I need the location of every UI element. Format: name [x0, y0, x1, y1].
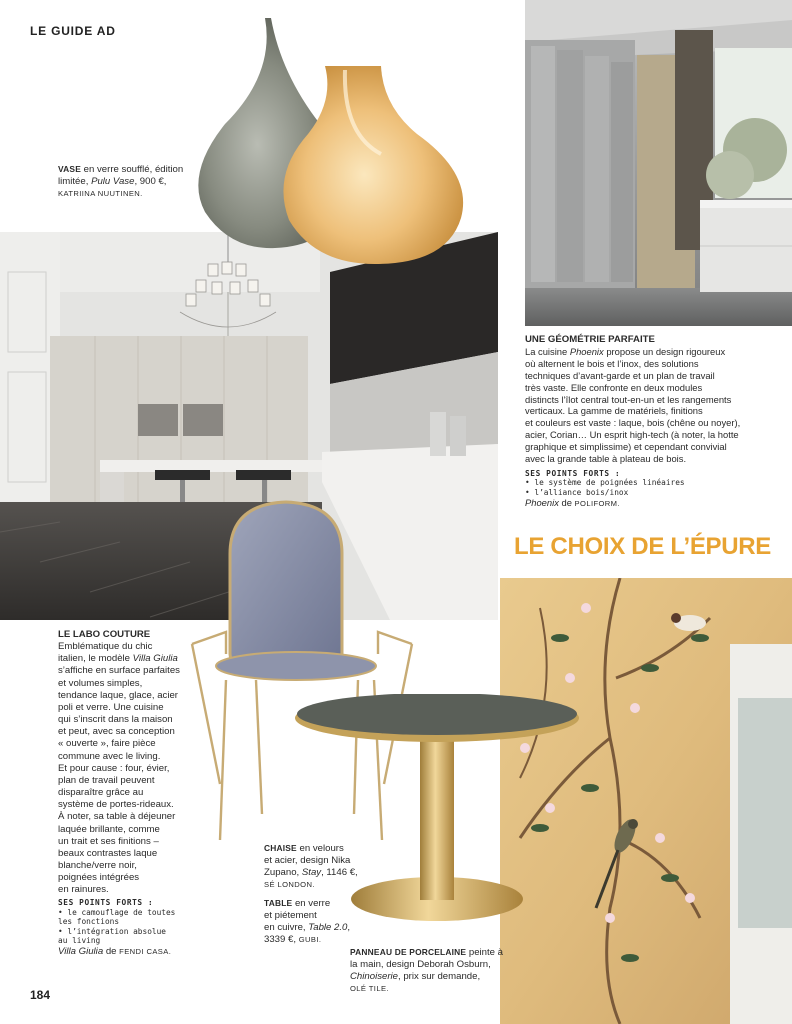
vase-name: Pulu Vase: [91, 176, 135, 187]
phoenix-line: distincts l’îlot central tout-en-un et les rangements: [525, 393, 732, 405]
phoenix-line: où alternent le bois et l’inox, des solutions: [525, 357, 699, 369]
labo-line: commune avec le living.: [58, 750, 161, 762]
chaise-caption: [264, 842, 358, 891]
vase-edition: limitée,: [58, 176, 89, 187]
table-l3b: ,: [347, 922, 351, 933]
table-l3a: en cuivre,: [264, 922, 306, 933]
phoenix-line: verticaux. La gamme de matériels, finitions: [525, 405, 703, 417]
panneau-name: Chinoiserie: [350, 971, 398, 982]
phoenix-l1a: La cuisine: [525, 345, 568, 357]
page-number: 184: [30, 988, 51, 1002]
labo-line: Emblématique du chic: [58, 641, 153, 653]
labo-point: • l’intégration absolue: [58, 926, 166, 936]
phoenix-text: [525, 334, 787, 510]
table-credit: GUBI.: [298, 935, 322, 944]
vase-price: , 900 €,: [134, 176, 167, 187]
phoenix-line: avec la grande table à plateau de bois.: [525, 453, 687, 465]
panneau-l1: peinte à: [468, 947, 503, 958]
labo-l2a: italien, le modèle: [58, 653, 130, 665]
chaise-name: Stay: [301, 867, 322, 878]
panneau-l2: la main, design Deborah Osburn,: [350, 959, 491, 970]
labo-line: disparaître grâce au: [58, 787, 144, 799]
labo-line: et peut, avec sa conception: [58, 726, 175, 738]
phoenix-line: acier, Corian… Un esprit high-tech (à noter, la hotte: [525, 429, 739, 441]
labo-line: et volumes simples,: [58, 677, 143, 689]
chaise-l3a: Zupano,: [264, 867, 300, 878]
phoenix-point: • le système de poignées linéaires: [525, 478, 685, 488]
section-header: LE GUIDE AD: [30, 24, 116, 38]
main-title: LE CHOIX DE L’ÉPURE: [514, 533, 772, 560]
labo-brand: FENDI CASA.: [119, 946, 172, 956]
labo-point: les fonctions: [58, 917, 120, 927]
panneau-credit: OLÉ TILE.: [350, 984, 389, 993]
vase-desc: en verre soufflé, édition: [83, 164, 184, 175]
phoenix-name-inline: Phoenix: [569, 345, 604, 357]
table-l2: et piétement: [264, 910, 317, 921]
vase-credit: KATRIINA NUUTINEN.: [58, 189, 143, 198]
labo-line: plan de travail peuvent: [58, 774, 155, 786]
labo-line: qui s’inscrit dans la maison: [58, 714, 173, 726]
phoenix-line: et couleurs est vaste : laque, bois (chêne ou noyer),: [525, 417, 741, 429]
labo-point: au living: [58, 936, 101, 946]
phoenix-line: techniques d’avant-garde et un plan de travail: [525, 369, 715, 381]
labo-de: de: [105, 945, 117, 957]
chaise-l2: et acier, design Nika: [264, 855, 351, 866]
vase-caption: [58, 163, 183, 200]
chaise-label: CHAISE: [264, 843, 297, 853]
labo-line: en rainures.: [58, 884, 109, 896]
phoenix-point: • l’alliance bois/inox: [525, 487, 629, 497]
phoenix-points-title: SES POINTS FORTS :: [525, 468, 621, 478]
phoenix-kitchen-photo: [525, 0, 792, 326]
labo-line: s’affiche en surface parfaites: [58, 665, 180, 677]
labo-line: blanche/verre noir,: [58, 859, 137, 871]
labo-line: « ouverte », faire pièce: [58, 738, 156, 750]
phoenix-de: de: [561, 497, 572, 509]
phoenix-title: UNE GÉOMÉTRIE PARFAITE: [525, 334, 655, 345]
chaise-l1: en velours: [299, 843, 344, 854]
labo-line: À noter, sa table à déjeuner: [58, 811, 176, 823]
phoenix-line: très vaste. Elle confronte en deux modules: [525, 381, 703, 393]
phoenix-l1b: propose un design rigoureux: [606, 345, 726, 357]
chaise-credit: SÉ LONDON.: [264, 880, 315, 889]
panneau-label: PANNEAU DE PORCELAINE: [350, 947, 467, 957]
labo-point: • le camouflage de toutes: [58, 907, 176, 917]
table-caption: [264, 897, 350, 946]
pulu-vase-image: [185, 14, 470, 266]
table-label: TABLE: [264, 898, 293, 908]
labo-line: beaux contrastes laque: [58, 847, 158, 859]
labo-points-title: SES POINTS FORTS :: [58, 898, 154, 908]
chaise-price: , 1146 €,: [321, 867, 358, 878]
table-l1: en verre: [294, 898, 331, 909]
labo-line: un trait et ses finitions –: [58, 835, 159, 847]
labo-line: Et pour cause : four, évier,: [58, 762, 170, 774]
phoenix-line: graphique et simplissime) et cependant convivial: [525, 441, 727, 453]
labo-line: système de portes-rideaux.: [58, 799, 174, 811]
phoenix-brand: POLIFORM.: [574, 499, 620, 509]
labo-title: LE LABO COUTURE: [58, 629, 151, 640]
table-price: 3339 €,: [264, 934, 297, 945]
table-name: Table 2.0: [308, 922, 348, 933]
labo-line: tendance laque, glace, acier: [58, 689, 179, 701]
vase-label: VASE: [58, 164, 81, 174]
phoenix-product: Phoenix: [525, 497, 559, 509]
panneau-l3b: , prix sur demande,: [398, 971, 481, 982]
labo-text: [58, 629, 208, 958]
labo-product: Villa Giulia: [58, 945, 104, 957]
labo-name-inline: Villa Giulia: [132, 653, 178, 665]
panneau-caption: [350, 946, 503, 995]
labo-line: laquée brillante, comme: [58, 823, 160, 835]
labo-line: poignées intégrées: [58, 872, 140, 884]
labo-line: poli et verre. Une cuisine: [58, 701, 164, 713]
